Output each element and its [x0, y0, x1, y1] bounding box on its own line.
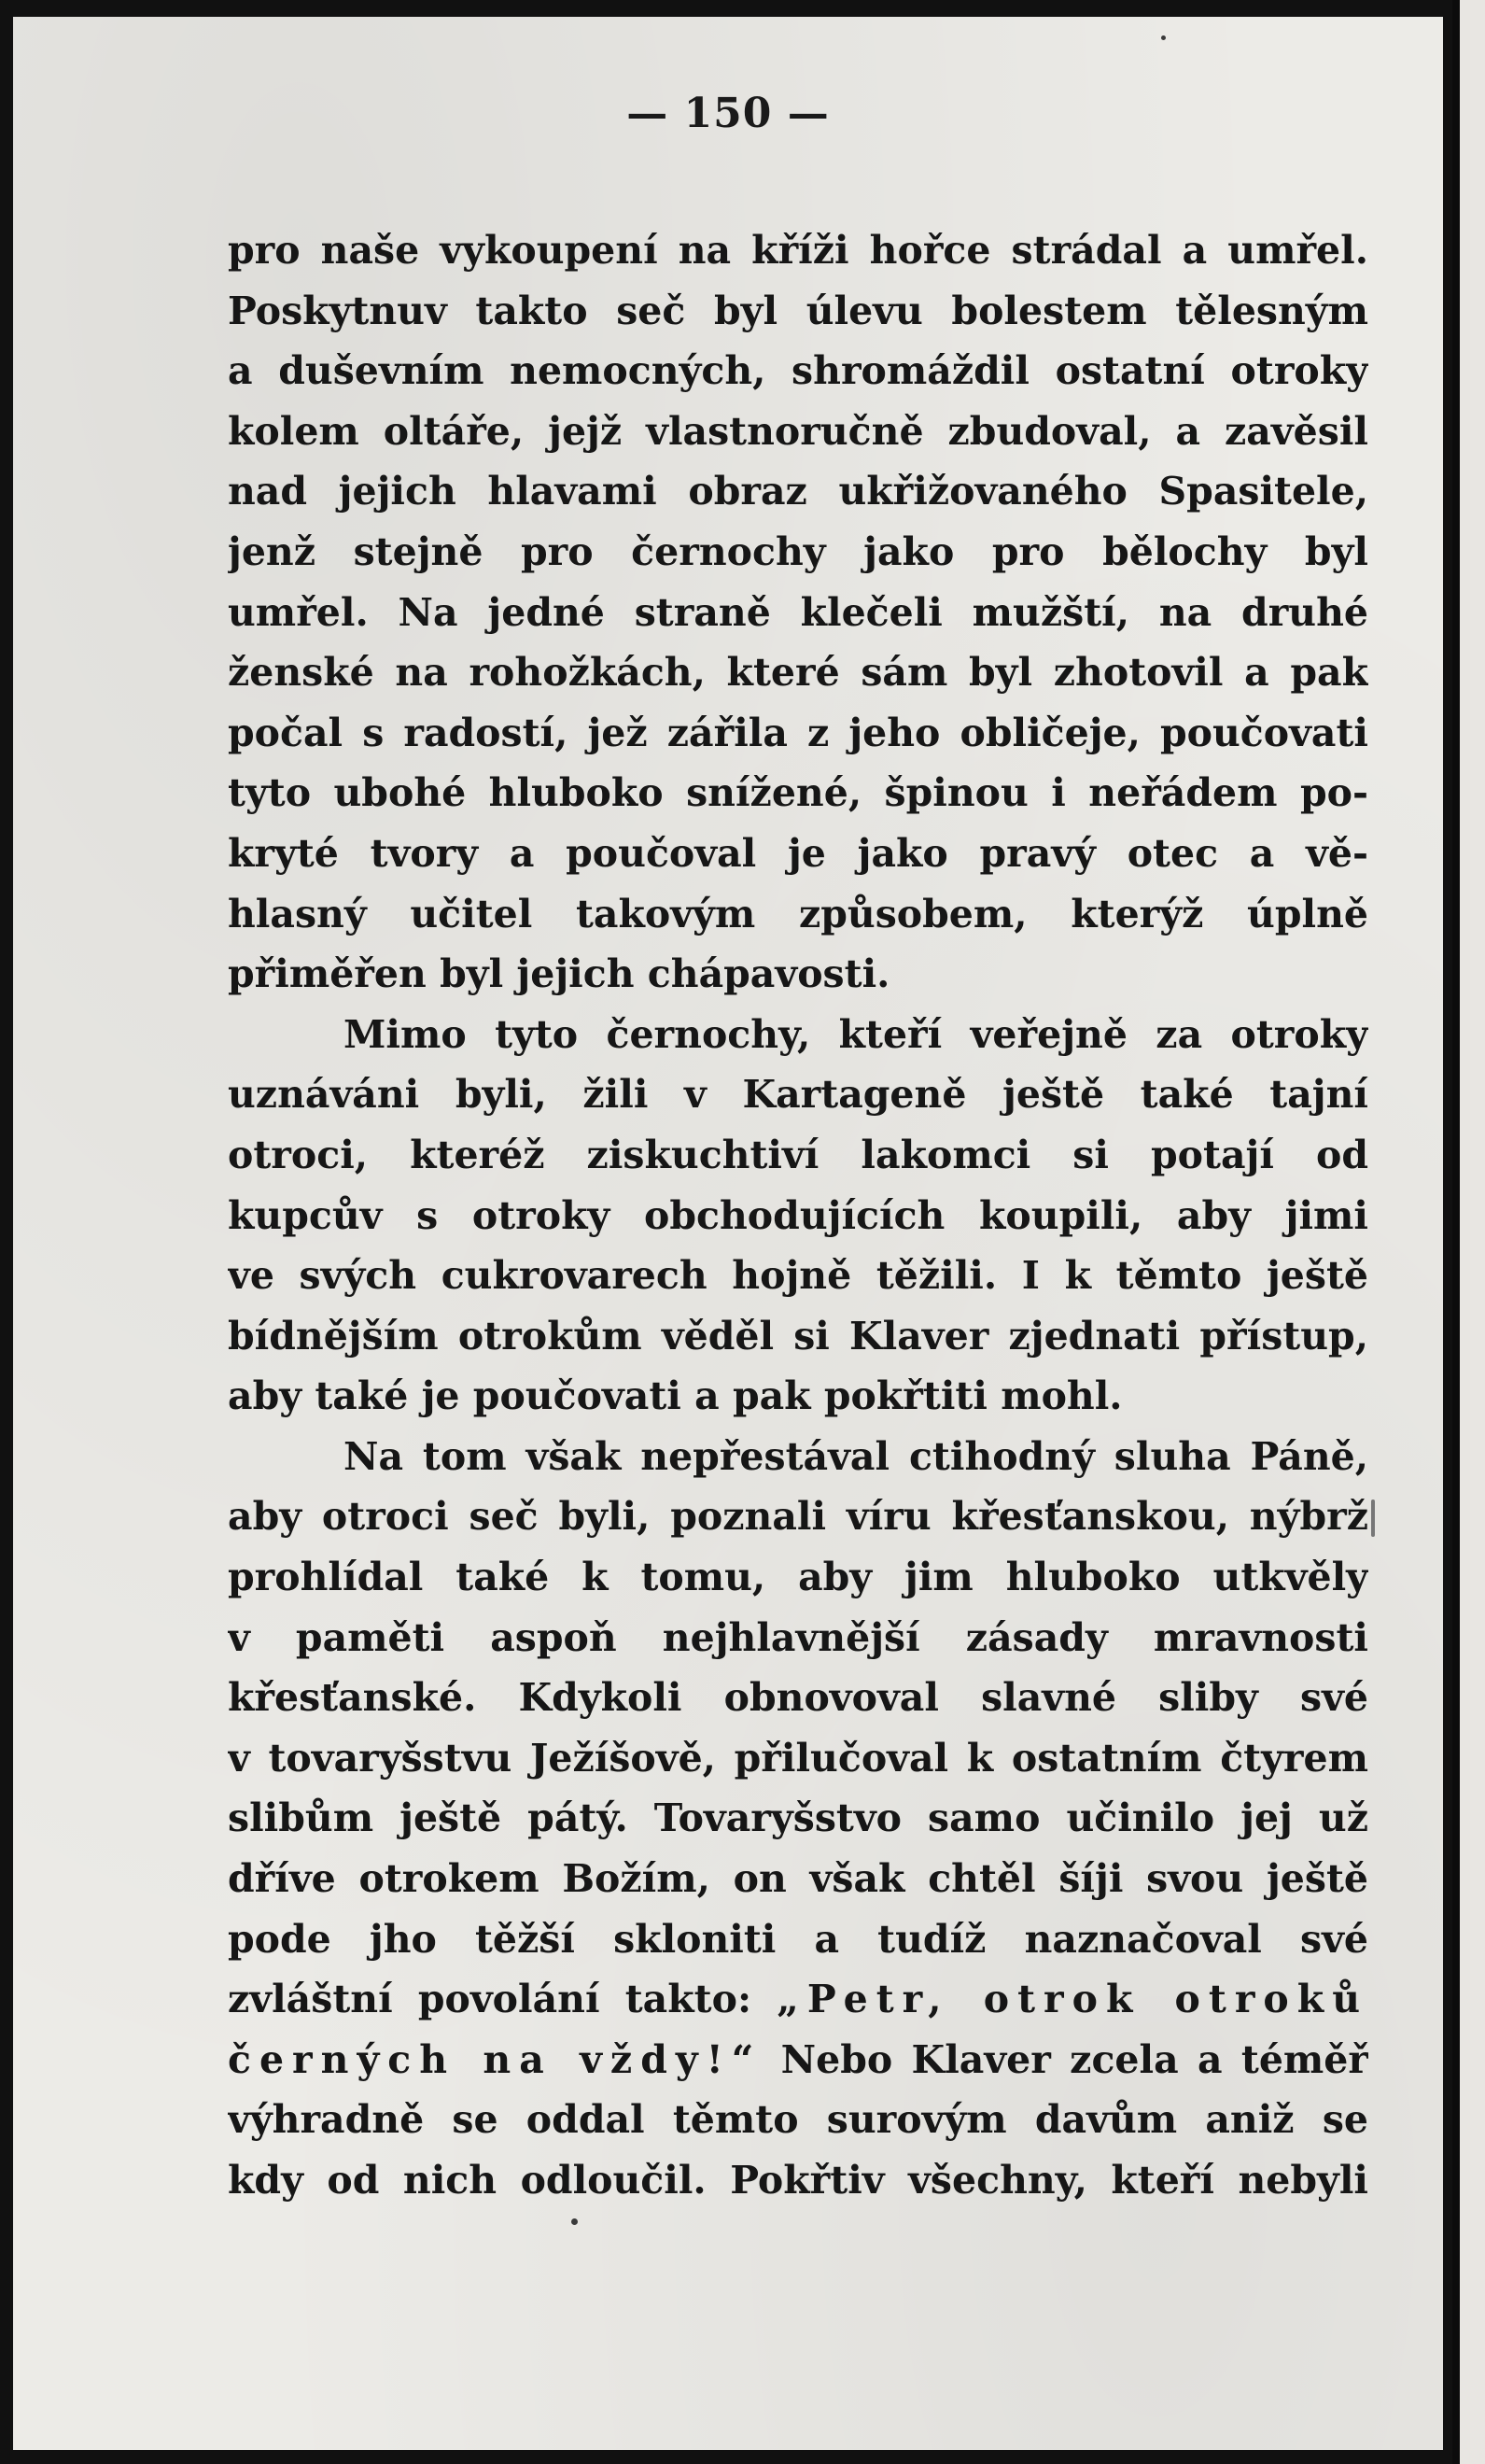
- text-line: počal s radostí, jež zářila z jeho obličeje, poučovati: [228, 710, 1368, 755]
- text-line: jenž stejně pro černochy jako pro bělochy byl: [228, 528, 1368, 574]
- emphasized-quote: černých na vždy!“: [228, 2036, 763, 2082]
- text-line: Mimo tyto černochy, kteří veřejně za otroky: [343, 1011, 1368, 1057]
- text-line: ve svých cukrovarech hojně těžili. I k těmto ještě: [228, 1253, 1368, 1299]
- text-line: Poskytnuv takto seč byl úlevu bolestem tělesným: [228, 288, 1368, 333]
- scan-speck: [1161, 35, 1166, 40]
- text-line: tyto ubohé hluboko snížené, špinou i neřádem po-: [228, 770, 1368, 816]
- text-line: kdy od nich odloučil. Pokřtiv všechny, kteří nebyli: [228, 2158, 1368, 2203]
- text-line: kolem oltáře, jejž vlastnoručně zbudoval, a zavěsil: [228, 408, 1368, 454]
- text-line: a duševním nemocných, shromáždil ostatní otroky: [228, 348, 1368, 394]
- adjacent-page-edge: [1452, 0, 1485, 2464]
- page-body-text: [228, 220, 1368, 2211]
- text-line: kryté tvory a poučoval je jako pravý otec a vě-: [228, 830, 1368, 876]
- text-fragment: zvláštní povolání takto:: [228, 1977, 752, 2022]
- text-line: přiměřen byl jejich chápavosti.: [228, 951, 890, 997]
- text-line: aby také je poučovati a pak pokřtiti mohl.: [228, 1373, 1123, 1419]
- text-line: pode jho těžší skloniti a tudíž naznačoval své: [228, 1916, 1368, 1962]
- text-line: umřel. Na jedné straně klečeli mužští, na druhé: [228, 589, 1368, 635]
- text-line: dříve otrokem Božím, on však chtěl šíji svou ještě: [228, 1856, 1368, 1902]
- text-line: uznáváni byli, žili v Kartageně ještě také tajní: [228, 1072, 1368, 1118]
- text-line: v paměti aspoň nejhlavnější zásady mravnosti: [228, 1614, 1368, 1660]
- text-line: [228, 2030, 1368, 2091]
- scan-speck: [571, 2218, 578, 2225]
- text-line: bídnějším otrokům věděl si Klaver zjednati přístup,: [228, 1313, 1368, 1359]
- text-line: prohlídal také k tomu, aby jim hluboko utkvěly: [228, 1555, 1368, 1600]
- emphasized-quote: „Petr, otrok otroků: [777, 1977, 1368, 2022]
- text-line: v tovaryšstvu Ježíšově, přilučoval k ostatním čtyrem: [228, 1735, 1368, 1781]
- text-line: aby otroci seč byli, poznali víru křesťanskou, nýbrž: [228, 1494, 1368, 1540]
- text-line: nad jejich hlavami obraz ukřižovaného Spasitele,: [228, 469, 1368, 514]
- page-number: — 150 —: [626, 90, 830, 137]
- text-fragment: Nebo Klaver zcela a téměř: [780, 2036, 1368, 2082]
- book-page: [13, 17, 1443, 2450]
- text-line: slibům ještě pátý. Tovaryšstvo samo učinilo jej už: [228, 1795, 1368, 1841]
- text-line: výhradně se oddal těmto surovým davům aniž se: [228, 2097, 1368, 2143]
- text-line: [228, 1969, 1368, 2030]
- scan-speck: [1371, 1500, 1375, 1537]
- text-line: kupcův s otroky obchodujících koupili, aby jimi: [228, 1192, 1368, 1238]
- text-line: ženské na rohožkách, které sám byl zhotovil a pak: [228, 650, 1368, 696]
- text-line: křesťanské. Kdykoli obnovoval slavné sliby své: [228, 1675, 1368, 1721]
- text-line: otroci, kteréž ziskuchtiví lakomci si potají od: [228, 1132, 1368, 1177]
- text-line: pro naše vykoupení na kříži hořce strádal a umřel.: [228, 228, 1368, 273]
- text-line: hlasný učitel takovým způsobem, kterýž úplně: [228, 891, 1368, 936]
- text-line: Na tom však nepřestával ctihodný sluha Páně,: [343, 1433, 1368, 1479]
